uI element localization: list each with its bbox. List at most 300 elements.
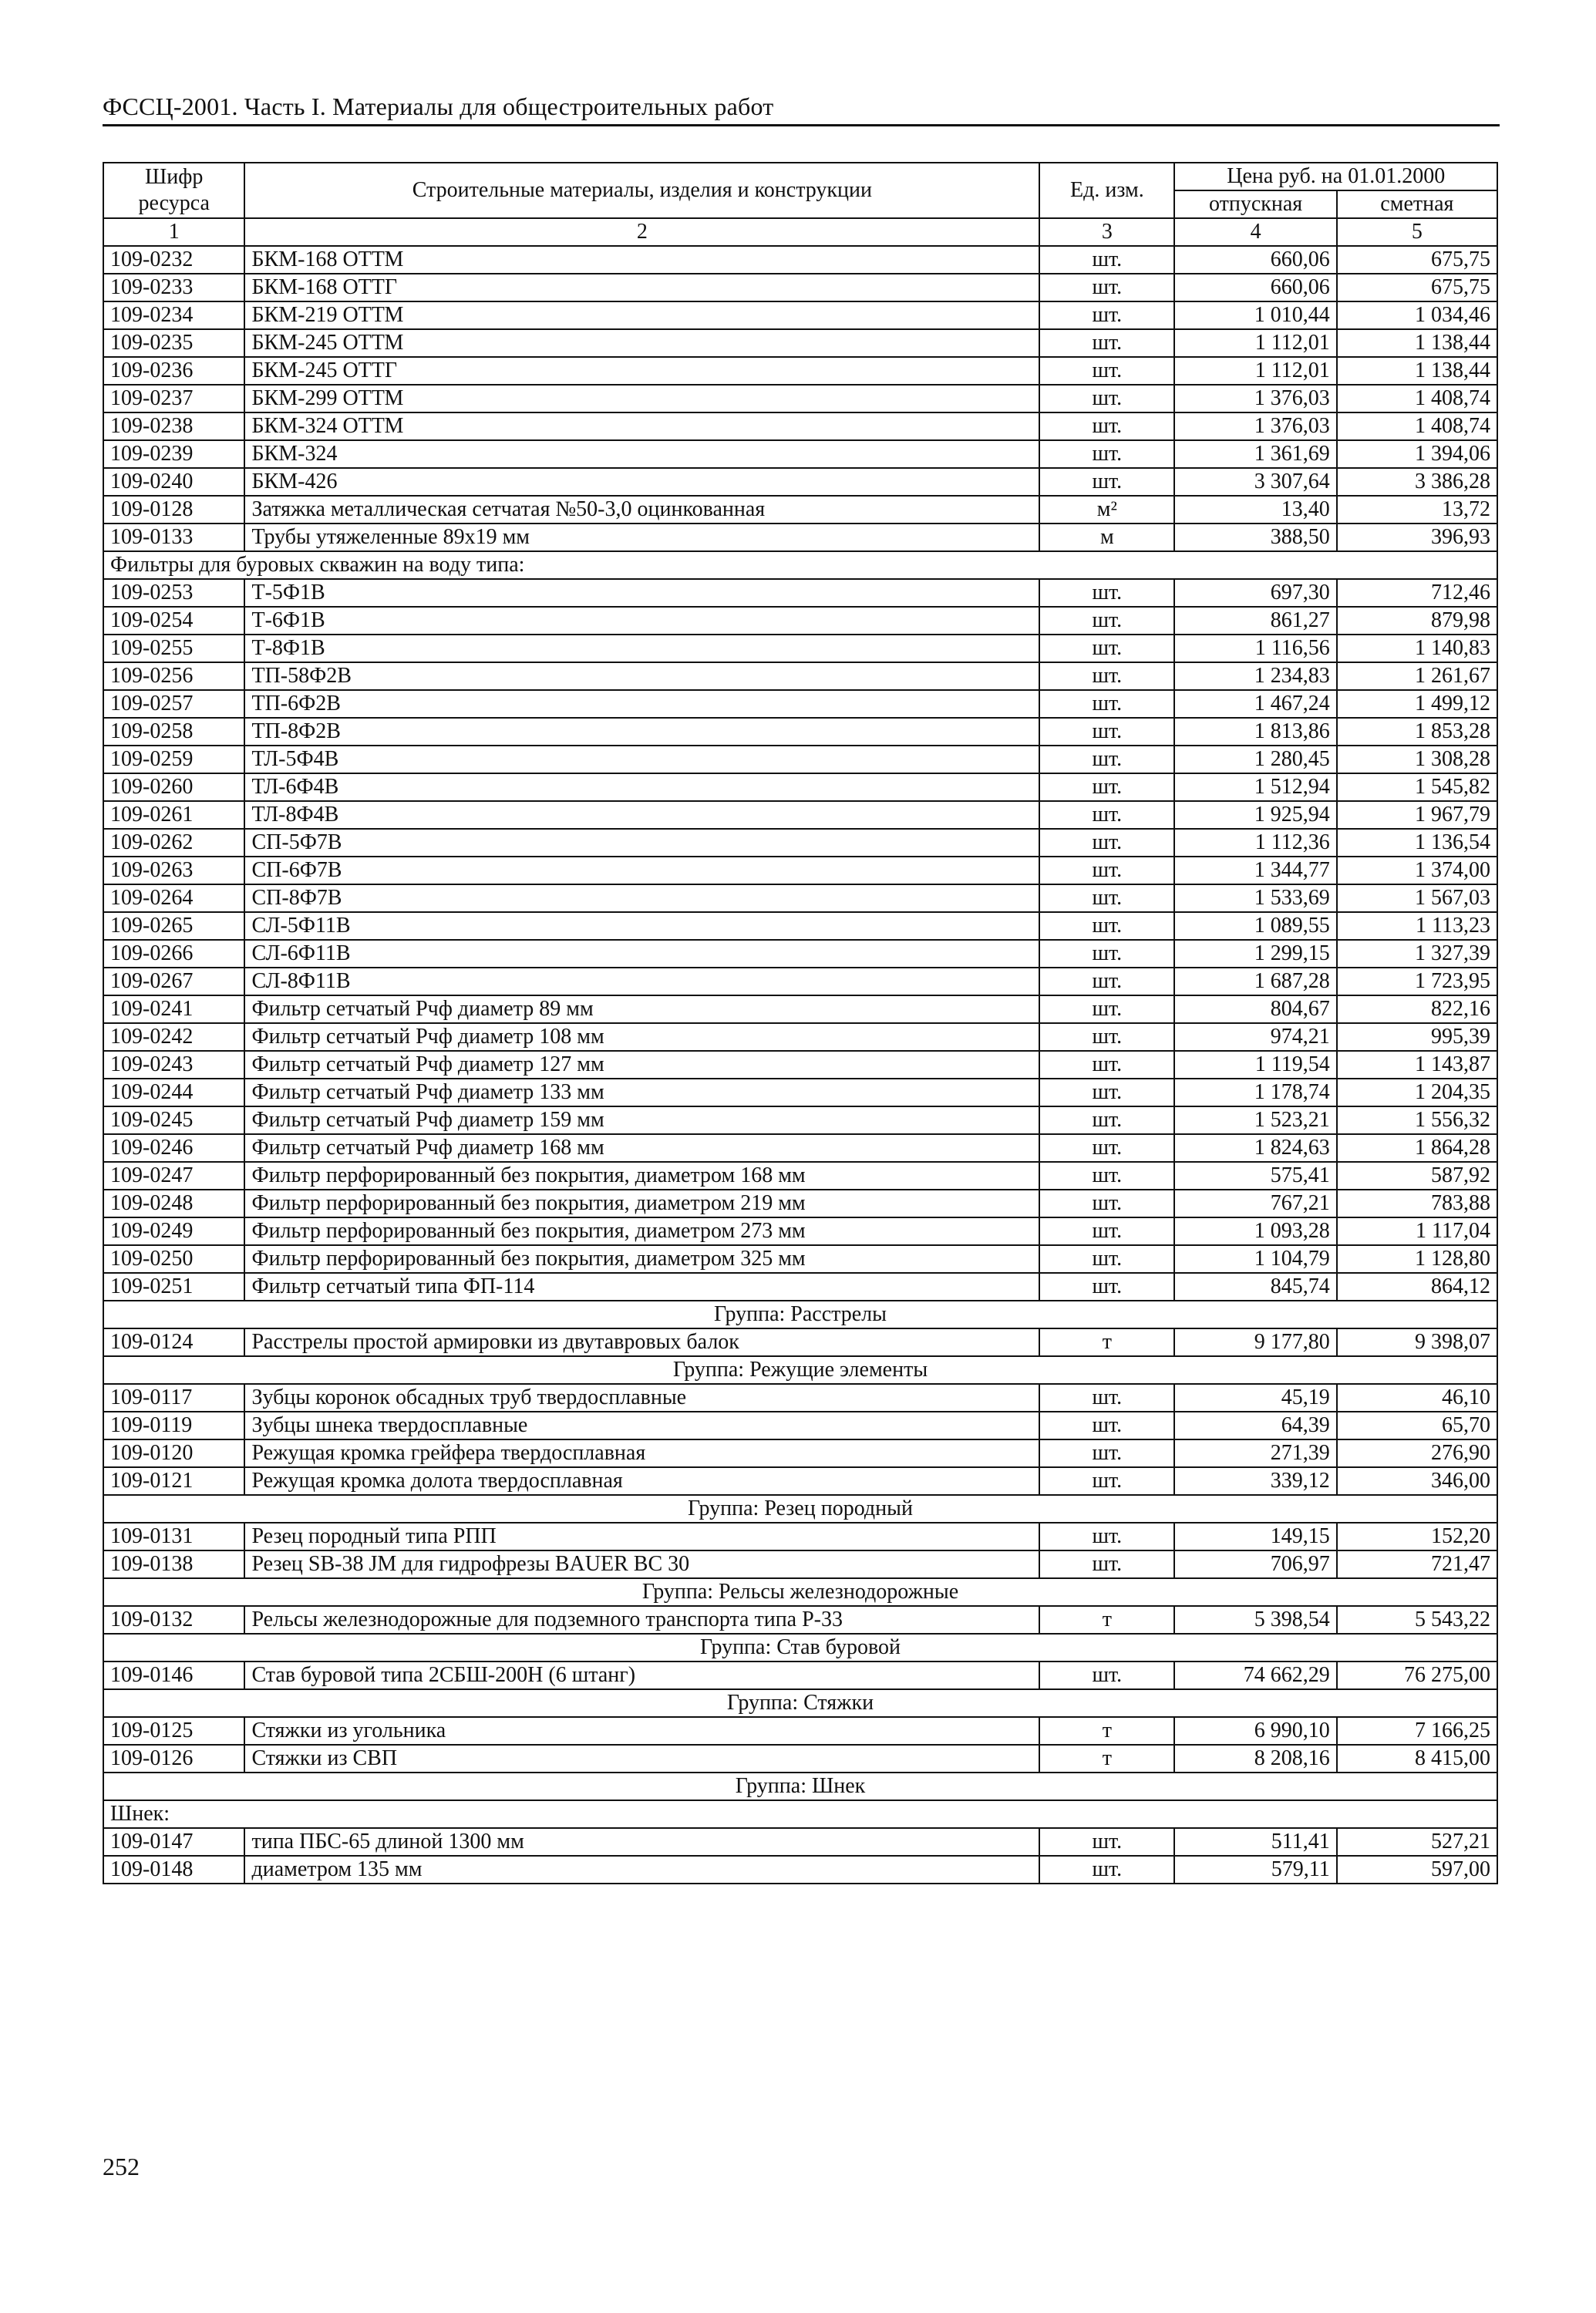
- unit-of-measure: шт.: [1039, 857, 1174, 884]
- group-heading-row: [103, 1356, 1497, 1384]
- material-name: Стяжки из угольника: [244, 1717, 1039, 1745]
- estimate-price: 1 138,44: [1337, 329, 1497, 357]
- release-price: 1 104,79: [1174, 1245, 1336, 1273]
- unit-of-measure: шт.: [1039, 1134, 1174, 1162]
- material-name: ТЛ-6Ф4В: [244, 773, 1039, 801]
- resource-code: 109-0120: [103, 1439, 244, 1467]
- group-heading-row: [103, 1578, 1497, 1606]
- estimate-price: 1 113,23: [1337, 912, 1497, 940]
- table-row: [103, 385, 1497, 412]
- resource-code: 109-0148: [103, 1856, 244, 1884]
- material-name: СП-8Ф7В: [244, 884, 1039, 912]
- release-price: 1 089,55: [1174, 912, 1336, 940]
- resource-code: 109-0232: [103, 246, 244, 274]
- table-row: [103, 1745, 1497, 1773]
- estimate-price: 1 556,32: [1337, 1106, 1497, 1134]
- unit-of-measure: шт.: [1039, 1190, 1174, 1217]
- resource-code: 109-0138: [103, 1550, 244, 1578]
- material-name: СП-6Ф7В: [244, 857, 1039, 884]
- material-name: Фильтр перфорированный без покрытия, диаметром 219 мм: [244, 1190, 1039, 1217]
- resource-code: 109-0245: [103, 1106, 244, 1134]
- unit-of-measure: шт.: [1039, 357, 1174, 385]
- resource-code: 109-0248: [103, 1190, 244, 1217]
- unit-of-measure: шт.: [1039, 1662, 1174, 1689]
- resource-code: 109-0255: [103, 635, 244, 662]
- resource-code: 109-0131: [103, 1523, 244, 1550]
- estimate-price: 46,10: [1337, 1384, 1497, 1412]
- estimate-price: 1 117,04: [1337, 1217, 1497, 1245]
- unit-of-measure: шт.: [1039, 1412, 1174, 1439]
- group-heading-row: [103, 1301, 1497, 1328]
- unit-of-measure: шт.: [1039, 1217, 1174, 1245]
- table-row: [103, 801, 1497, 829]
- header-unit: Ед. изм.: [1039, 163, 1174, 218]
- release-price: 64,39: [1174, 1412, 1336, 1439]
- table-row: [103, 912, 1497, 940]
- page-number: 252: [103, 2153, 140, 2180]
- group-heading: Группа: Стяжки: [103, 1689, 1497, 1717]
- release-price: 3 307,64: [1174, 468, 1336, 496]
- material-name: ТП-6Ф2В: [244, 690, 1039, 718]
- material-name: Рельсы железнодорожные для подземного транспорта типа Р-33: [244, 1606, 1039, 1634]
- resource-code: 109-0239: [103, 440, 244, 468]
- resource-code: 109-0125: [103, 1717, 244, 1745]
- estimate-price: 346,00: [1337, 1467, 1497, 1495]
- unit-of-measure: шт.: [1039, 801, 1174, 829]
- release-price: 1 523,21: [1174, 1106, 1336, 1134]
- resource-code: 109-0247: [103, 1162, 244, 1190]
- group-heading-row: [103, 1689, 1497, 1717]
- group-heading-row: [103, 1495, 1497, 1523]
- estimate-price: 1 545,82: [1337, 773, 1497, 801]
- table-row: [103, 1023, 1497, 1051]
- table-row: [103, 995, 1497, 1023]
- resource-code: 109-0260: [103, 773, 244, 801]
- table-row: [103, 1606, 1497, 1634]
- table-row: [103, 1245, 1497, 1273]
- resource-code: 109-0244: [103, 1079, 244, 1106]
- table-row: [103, 607, 1497, 635]
- estimate-price: 1 567,03: [1337, 884, 1497, 912]
- resource-code: 109-0121: [103, 1467, 244, 1495]
- table-row: [103, 301, 1497, 329]
- resource-code: 109-0240: [103, 468, 244, 496]
- material-name: ТЛ-8Ф4В: [244, 801, 1039, 829]
- estimate-price: 1 499,12: [1337, 690, 1497, 718]
- unit-of-measure: шт.: [1039, 1828, 1174, 1856]
- release-price: 1 512,94: [1174, 773, 1336, 801]
- unit-of-measure: т: [1039, 1717, 1174, 1745]
- estimate-price: 587,92: [1337, 1162, 1497, 1190]
- material-name: СЛ-5Ф11В: [244, 912, 1039, 940]
- group-heading: Группа: Расстрелы: [103, 1301, 1497, 1328]
- unit-of-measure: шт.: [1039, 718, 1174, 746]
- resource-code: 109-0133: [103, 524, 244, 551]
- resource-code: 109-0237: [103, 385, 244, 412]
- table-row: [103, 274, 1497, 301]
- unit-of-measure: шт.: [1039, 662, 1174, 690]
- unit-of-measure: шт.: [1039, 1467, 1174, 1495]
- unit-of-measure: шт.: [1039, 884, 1174, 912]
- resource-code: 109-0266: [103, 940, 244, 968]
- table-row: [103, 246, 1497, 274]
- table-row: [103, 1467, 1497, 1495]
- table-row: [103, 884, 1497, 912]
- table-row: [103, 718, 1497, 746]
- estimate-price: 995,39: [1337, 1023, 1497, 1051]
- estimate-price: 1 853,28: [1337, 718, 1497, 746]
- estimate-price: 1 204,35: [1337, 1079, 1497, 1106]
- material-name: Т-8Ф1В: [244, 635, 1039, 662]
- material-name: Фильтр сетчатый Рчф диаметр 108 мм: [244, 1023, 1039, 1051]
- material-name: БКМ-219 ОТТМ: [244, 301, 1039, 329]
- estimate-price: 13,72: [1337, 496, 1497, 524]
- release-price: 1 824,63: [1174, 1134, 1336, 1162]
- release-price: 767,21: [1174, 1190, 1336, 1217]
- release-price: 1 467,24: [1174, 690, 1336, 718]
- resource-code: 109-0241: [103, 995, 244, 1023]
- table-row: [103, 1162, 1497, 1190]
- estimate-price: 783,88: [1337, 1190, 1497, 1217]
- release-price: 1 234,83: [1174, 662, 1336, 690]
- unit-of-measure: т: [1039, 1745, 1174, 1773]
- unit-of-measure: шт.: [1039, 1079, 1174, 1106]
- group-heading: Группа: Резец породный: [103, 1495, 1497, 1523]
- release-price: 1 925,94: [1174, 801, 1336, 829]
- estimate-price: 1 138,44: [1337, 357, 1497, 385]
- release-price: 339,12: [1174, 1467, 1336, 1495]
- material-name: Зубцы шнека твердосплавные: [244, 1412, 1039, 1439]
- release-price: 974,21: [1174, 1023, 1336, 1051]
- release-price: 1 376,03: [1174, 385, 1336, 412]
- unit-of-measure: шт.: [1039, 940, 1174, 968]
- resource-code: 109-0238: [103, 412, 244, 440]
- material-name: БКМ-426: [244, 468, 1039, 496]
- table-row: [103, 690, 1497, 718]
- unit-of-measure: т: [1039, 1328, 1174, 1356]
- material-name: БКМ-299 ОТТМ: [244, 385, 1039, 412]
- estimate-price: 1 143,87: [1337, 1051, 1497, 1079]
- resource-code: 109-0265: [103, 912, 244, 940]
- resource-code: 109-0267: [103, 968, 244, 995]
- table-row: [103, 1412, 1497, 1439]
- table-row: [103, 1328, 1497, 1356]
- unit-of-measure: шт.: [1039, 746, 1174, 773]
- resource-code: 109-0234: [103, 301, 244, 329]
- resource-code: 109-0264: [103, 884, 244, 912]
- material-name: БКМ-168 ОТТГ: [244, 274, 1039, 301]
- release-price: 74 662,29: [1174, 1662, 1336, 1689]
- estimate-price: 1 394,06: [1337, 440, 1497, 468]
- unit-of-measure: шт.: [1039, 329, 1174, 357]
- header-release: отпускная: [1174, 190, 1336, 218]
- estimate-price: 8 415,00: [1337, 1745, 1497, 1773]
- release-price: 1 178,74: [1174, 1079, 1336, 1106]
- unit-of-measure: шт.: [1039, 274, 1174, 301]
- table-row: [103, 440, 1497, 468]
- column-number: 2: [244, 218, 1039, 246]
- estimate-price: 7 166,25: [1337, 1717, 1497, 1745]
- material-name: Фильтр сетчатый Рчф диаметр 89 мм: [244, 995, 1039, 1023]
- resource-code: 109-0242: [103, 1023, 244, 1051]
- material-name: Фильтр сетчатый Рчф диаметр 159 мм: [244, 1106, 1039, 1134]
- release-price: 697,30: [1174, 579, 1336, 607]
- release-price: 1 112,36: [1174, 829, 1336, 857]
- material-name: Фильтр сетчатый Рчф диаметр 133 мм: [244, 1079, 1039, 1106]
- material-name: Режущая кромка долота твердосплавная: [244, 1467, 1039, 1495]
- material-name: типа ПБС-65 длиной 1300 мм: [244, 1828, 1039, 1856]
- material-name: СЛ-8Ф11В: [244, 968, 1039, 995]
- material-name: СЛ-6Ф11В: [244, 940, 1039, 968]
- unit-of-measure: шт.: [1039, 440, 1174, 468]
- resource-code: 109-0243: [103, 1051, 244, 1079]
- resource-code: 109-0246: [103, 1134, 244, 1162]
- unit-of-measure: шт.: [1039, 468, 1174, 496]
- resource-code: 109-0117: [103, 1384, 244, 1412]
- resource-code: 109-0147: [103, 1828, 244, 1856]
- table-row: [103, 1190, 1497, 1217]
- group-heading: Группа: Став буровой: [103, 1634, 1497, 1662]
- material-name: БКМ-324: [244, 440, 1039, 468]
- resource-code: 109-0236: [103, 357, 244, 385]
- estimate-price: 597,00: [1337, 1856, 1497, 1884]
- table-row: [103, 1856, 1497, 1884]
- release-price: 1 010,44: [1174, 301, 1336, 329]
- release-price: 1 116,56: [1174, 635, 1336, 662]
- table-row: [103, 1717, 1497, 1745]
- unit-of-measure: шт.: [1039, 1384, 1174, 1412]
- resource-code: 109-0254: [103, 607, 244, 635]
- release-price: 845,74: [1174, 1273, 1336, 1301]
- material-name: Т-6Ф1В: [244, 607, 1039, 635]
- resource-code: 109-0146: [103, 1662, 244, 1689]
- table-row: [103, 1051, 1497, 1079]
- unit-of-measure: шт.: [1039, 1023, 1174, 1051]
- estimate-price: 675,75: [1337, 274, 1497, 301]
- table-row: [103, 773, 1497, 801]
- resource-code: 109-0235: [103, 329, 244, 357]
- resource-code: 109-0259: [103, 746, 244, 773]
- estimate-price: 1 327,39: [1337, 940, 1497, 968]
- column-number: 5: [1337, 218, 1497, 246]
- estimate-price: 1 408,74: [1337, 385, 1497, 412]
- material-name: БКМ-324 ОТТМ: [244, 412, 1039, 440]
- price-table: [103, 162, 1498, 1884]
- table-row: [103, 829, 1497, 857]
- table-row: [103, 1523, 1497, 1550]
- resource-code: 109-0256: [103, 662, 244, 690]
- resource-code: 109-0249: [103, 1217, 244, 1245]
- column-numbers-row: [103, 218, 1497, 246]
- table-row: [103, 1662, 1497, 1689]
- estimate-price: 822,16: [1337, 995, 1497, 1023]
- header-price: Цена руб. на 01.01.2000: [1174, 163, 1497, 190]
- material-name: Режущая кромка грейфера твердосплавная: [244, 1439, 1039, 1467]
- release-price: 5 398,54: [1174, 1606, 1336, 1634]
- resource-code: 109-0257: [103, 690, 244, 718]
- material-name: ТЛ-5Ф4В: [244, 746, 1039, 773]
- release-price: 1 093,28: [1174, 1217, 1336, 1245]
- table-row: [103, 940, 1497, 968]
- unit-of-measure: шт.: [1039, 690, 1174, 718]
- release-price: 1 344,77: [1174, 857, 1336, 884]
- unit-of-measure: шт.: [1039, 385, 1174, 412]
- estimate-price: 864,12: [1337, 1273, 1497, 1301]
- table-row: [103, 1106, 1497, 1134]
- table-row: [103, 468, 1497, 496]
- estimate-price: 1 308,28: [1337, 746, 1497, 773]
- release-price: 13,40: [1174, 496, 1336, 524]
- release-price: 9 177,80: [1174, 1328, 1336, 1356]
- resource-code: 109-0132: [103, 1606, 244, 1634]
- group-heading-row: [103, 1773, 1497, 1800]
- table-row: [103, 412, 1497, 440]
- release-price: 1 112,01: [1174, 329, 1336, 357]
- material-name: Резец породный типа РПП: [244, 1523, 1039, 1550]
- unit-of-measure: шт.: [1039, 607, 1174, 635]
- header-name: Строительные материалы, изделия и конструкции: [244, 163, 1039, 218]
- page-header: [103, 91, 1500, 126]
- estimate-price: 1 864,28: [1337, 1134, 1497, 1162]
- estimate-price: 527,21: [1337, 1828, 1497, 1856]
- estimate-price: 276,90: [1337, 1439, 1497, 1467]
- release-price: 388,50: [1174, 524, 1336, 551]
- resource-code: 109-0251: [103, 1273, 244, 1301]
- release-price: 579,11: [1174, 1856, 1336, 1884]
- unit-of-measure: м: [1039, 524, 1174, 551]
- resource-code: 109-0261: [103, 801, 244, 829]
- release-price: 271,39: [1174, 1439, 1336, 1467]
- estimate-price: 76 275,00: [1337, 1662, 1497, 1689]
- material-name: Фильтр перфорированный без покрытия, диаметром 273 мм: [244, 1217, 1039, 1245]
- unit-of-measure: шт.: [1039, 1106, 1174, 1134]
- column-number: 3: [1039, 218, 1174, 246]
- group-heading: Группа: Рельсы железнодорожные: [103, 1578, 1497, 1606]
- estimate-price: 879,98: [1337, 607, 1497, 635]
- unit-of-measure: шт.: [1039, 1856, 1174, 1884]
- page-header-title: ФССЦ-2001. Часть I. Материалы для общестроительных работ: [103, 93, 774, 120]
- material-name: Фильтр сетчатый Рчф диаметр 168 мм: [244, 1134, 1039, 1162]
- table-row: [103, 579, 1497, 607]
- unit-of-measure: т: [1039, 1606, 1174, 1634]
- estimate-price: 1 408,74: [1337, 412, 1497, 440]
- resource-code: 109-0262: [103, 829, 244, 857]
- table-row: [103, 662, 1497, 690]
- material-name: Расстрелы простой армировки из двутавровых балок: [244, 1328, 1039, 1356]
- release-price: 1 533,69: [1174, 884, 1336, 912]
- material-name: Стяжки из СВП: [244, 1745, 1039, 1773]
- estimate-price: 1 723,95: [1337, 968, 1497, 995]
- release-price: 1 687,28: [1174, 968, 1336, 995]
- estimate-price: 3 386,28: [1337, 468, 1497, 496]
- estimate-price: 712,46: [1337, 579, 1497, 607]
- header-code: Шифр ресурса: [103, 163, 244, 218]
- material-name: Фильтр сетчатый Рчф диаметр 127 мм: [244, 1051, 1039, 1079]
- release-price: 1 280,45: [1174, 746, 1336, 773]
- unit-of-measure: шт.: [1039, 968, 1174, 995]
- unit-of-measure: шт.: [1039, 1162, 1174, 1190]
- table-row: [103, 857, 1497, 884]
- material-name: БКМ-168 ОТТМ: [244, 246, 1039, 274]
- release-price: 149,15: [1174, 1523, 1336, 1550]
- unit-of-measure: шт.: [1039, 1273, 1174, 1301]
- material-name: Фильтр перфорированный без покрытия, диаметром 325 мм: [244, 1245, 1039, 1273]
- estimate-price: 1 140,83: [1337, 635, 1497, 662]
- release-price: 660,06: [1174, 246, 1336, 274]
- estimate-price: 1 374,00: [1337, 857, 1497, 884]
- table-row: [103, 329, 1497, 357]
- estimate-price: 675,75: [1337, 246, 1497, 274]
- unit-of-measure: м²: [1039, 496, 1174, 524]
- resource-code: 109-0128: [103, 496, 244, 524]
- unit-of-measure: шт.: [1039, 579, 1174, 607]
- group-heading: Группа: Шнек: [103, 1773, 1497, 1800]
- estimate-price: 9 398,07: [1337, 1328, 1497, 1356]
- release-price: 660,06: [1174, 274, 1336, 301]
- release-price: 1 813,86: [1174, 718, 1336, 746]
- table-row: [103, 1217, 1497, 1245]
- material-name: ТП-58Ф2В: [244, 662, 1039, 690]
- table-header-row: [103, 163, 1497, 190]
- material-name: Зубцы коронок обсадных труб твердосплавные: [244, 1384, 1039, 1412]
- estimate-price: 396,93: [1337, 524, 1497, 551]
- release-price: 45,19: [1174, 1384, 1336, 1412]
- subsection-heading-row: [103, 551, 1497, 579]
- resource-code: 109-0250: [103, 1245, 244, 1273]
- material-name: СП-5Ф7В: [244, 829, 1039, 857]
- estimate-price: 65,70: [1337, 1412, 1497, 1439]
- estimate-price: 721,47: [1337, 1550, 1497, 1578]
- release-price: 1 376,03: [1174, 412, 1336, 440]
- table-row: [103, 1134, 1497, 1162]
- table-row: [103, 1439, 1497, 1467]
- unit-of-measure: шт.: [1039, 635, 1174, 662]
- resource-code: 109-0124: [103, 1328, 244, 1356]
- material-name: БКМ-245 ОТТГ: [244, 357, 1039, 385]
- table-row: [103, 1550, 1497, 1578]
- release-price: 511,41: [1174, 1828, 1336, 1856]
- subsection-heading: Фильтры для буровых скважин на воду типа:: [103, 551, 1497, 579]
- estimate-price: 1 128,80: [1337, 1245, 1497, 1273]
- table-row: [103, 1828, 1497, 1856]
- release-price: 706,97: [1174, 1550, 1336, 1578]
- unit-of-measure: шт.: [1039, 1523, 1174, 1550]
- column-number: 1: [103, 218, 244, 246]
- estimate-price: 1 136,54: [1337, 829, 1497, 857]
- group-heading-row: [103, 1634, 1497, 1662]
- resource-code: 109-0119: [103, 1412, 244, 1439]
- unit-of-measure: шт.: [1039, 1245, 1174, 1273]
- table-row: [103, 635, 1497, 662]
- unit-of-measure: шт.: [1039, 995, 1174, 1023]
- estimate-price: 1 261,67: [1337, 662, 1497, 690]
- estimate-price: 1 034,46: [1337, 301, 1497, 329]
- unit-of-measure: шт.: [1039, 412, 1174, 440]
- material-name: БКМ-245 ОТТМ: [244, 329, 1039, 357]
- release-price: 861,27: [1174, 607, 1336, 635]
- unit-of-measure: шт.: [1039, 829, 1174, 857]
- resource-code: 109-0253: [103, 579, 244, 607]
- unit-of-measure: шт.: [1039, 912, 1174, 940]
- subsection-heading-row: [103, 1800, 1497, 1828]
- material-name: Резец SB-38 JM для гидрофрезы BAUER BC 30: [244, 1550, 1039, 1578]
- release-price: 575,41: [1174, 1162, 1336, 1190]
- estimate-price: 5 543,22: [1337, 1606, 1497, 1634]
- material-name: Фильтр сетчатый типа ФП-114: [244, 1273, 1039, 1301]
- material-name: Т-5Ф1В: [244, 579, 1039, 607]
- resource-code: 109-0258: [103, 718, 244, 746]
- table-row: [103, 968, 1497, 995]
